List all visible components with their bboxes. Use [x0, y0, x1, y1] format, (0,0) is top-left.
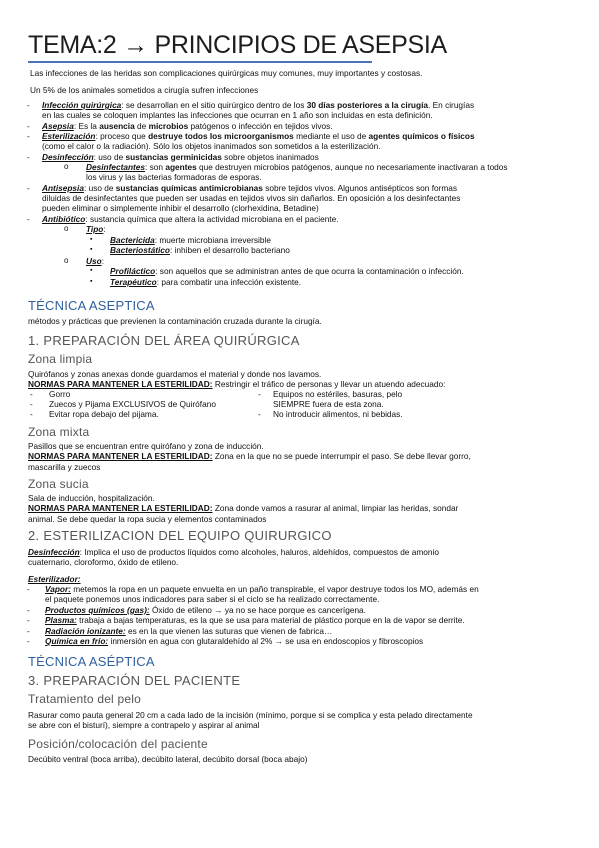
circle-bullet: o	[64, 224, 69, 233]
text: de	[134, 121, 149, 131]
zona-limpia-normas	[28, 379, 445, 389]
text: : se desarrollan en el sitio quirúrgico dentro de los	[121, 100, 307, 110]
term: Radiación ionizante:	[45, 626, 126, 636]
page-title: TEMA:2 → PRINCIPIOS DE ASEPSIA	[28, 31, 447, 59]
text: : uso de	[93, 152, 126, 162]
text: inmersión en agua con glutaraldehído al 2% → se usa en endoscopios y fibroscopios	[108, 636, 424, 646]
term: Bacteriostático	[110, 245, 170, 255]
sec2-desinfeccion-cont: cuaternario, cloroformo, óxido de etileno.	[28, 557, 179, 567]
text: que destruyen microbios patógenos, aunque no necesariamente inactivaran a todos	[196, 162, 508, 172]
dash-bullet: -	[30, 389, 33, 399]
text-bold: destruye todos los microorganismos	[148, 131, 294, 141]
term: Desinfección	[28, 547, 80, 557]
def-antibiotico	[42, 214, 339, 224]
zona-mixta-normas	[28, 451, 471, 461]
item-plasma	[45, 615, 465, 625]
text: . En cirugías	[428, 100, 475, 110]
limpia-left-item: Evitar ropa debajo del pijama.	[49, 409, 159, 419]
heading-tratamiento-pelo: Tratamiento del pelo	[28, 692, 141, 706]
def-tipo	[86, 224, 106, 234]
text: sobre tejidos vivos. Algunos antisépticos son formas	[262, 183, 458, 193]
limpia-left-item: Zuecos y Pijama EXCLUSIVOS de Quirófano	[49, 399, 216, 409]
tecnica-aseptica-text: métodos y prácticas que previenen la contaminación cruzada durante la cirugía.	[28, 316, 322, 326]
text-bold: microbios	[148, 121, 189, 131]
term: Vapor:	[45, 584, 71, 594]
term: Asepsia	[42, 121, 74, 131]
def-infeccion-cont: en las cuales se coloquen implantes las infecciones que ocurran en 1 año son incluidas en esta definición.	[42, 110, 433, 120]
dash-bullet: -	[27, 626, 30, 636]
term: Productos químicos (gas):	[45, 605, 150, 615]
text: patógenos o infección en tejidos vivos.	[188, 121, 333, 131]
text: :	[101, 256, 104, 266]
text: es en la que vienen las suturas que vienen de fabrica…	[125, 626, 333, 636]
dash-bullet: -	[27, 121, 30, 131]
square-bullet: ▪	[90, 246, 93, 253]
term: Bactericida	[110, 235, 155, 245]
zona-sucia-text: Sala de inducción, hospitalización.	[28, 493, 155, 503]
heading-tecnica-aseptica: TÉCNICA ASEPTICA	[28, 298, 155, 313]
term: Plasma:	[45, 615, 77, 625]
dash-bullet: -	[30, 409, 33, 419]
term: Tipo	[86, 224, 104, 234]
def-uso	[86, 256, 104, 266]
term: Esterilización	[42, 131, 96, 141]
text-bold: agentes químicos o físicos	[368, 131, 475, 141]
dash-bullet: -	[27, 100, 30, 110]
zona-mixta-text: Pasillos que se encuentran entre quirófano y zona de inducción.	[28, 441, 264, 451]
heading-posicion-paciente: Posición/colocación del paciente	[28, 737, 208, 751]
limpia-right-item: No introducir alimentos, ni bebidas.	[273, 409, 403, 419]
heading-zona-limpia: Zona limpia	[28, 352, 93, 366]
text: : muerte microbiana irreversible	[154, 235, 271, 245]
title-underline	[28, 61, 372, 63]
normas-label: NORMAS PARA MANTENER LA ESTERILIDAD:	[28, 503, 213, 513]
text: : proceso que	[95, 131, 149, 141]
term: Uso	[86, 256, 102, 266]
def-terapeutico	[110, 277, 301, 287]
dash-bullet: -	[258, 409, 261, 419]
zona-mixta-normas-cont: mascarilla y zuecos	[28, 462, 101, 472]
item-quimicos	[45, 605, 366, 615]
def-esterilizacion	[42, 131, 475, 141]
term: Química en frío:	[45, 636, 109, 646]
text-bold: ausencia	[99, 121, 135, 131]
dash-bullet: -	[27, 636, 30, 646]
posicion-paciente-text: Decúbito ventral (boca arriba), decúbito lateral, decúbito dorsal (boca abajo)	[28, 754, 308, 764]
square-bullet: ▪	[90, 236, 93, 243]
term: Profiláctico	[110, 266, 156, 276]
limpia-right-item: Equipos no estériles, basuras, pelo	[273, 389, 403, 399]
def-infeccion	[42, 100, 474, 110]
limpia-right-item: SIEMPRE fuera de esta zona.	[273, 399, 384, 409]
text: : son aquellos que se administran antes de que ocurra la contaminación o infección.	[155, 266, 464, 276]
def-desinfectantes-cont: los virus y las bacterias formadoras de esporas.	[86, 172, 262, 182]
intro-line-2: Un 5% de los animales sometidos a cirugía sufren infecciones	[30, 85, 259, 95]
heading-preparacion-paciente: 3. PREPARACIÓN DEL PACIENTE	[28, 673, 241, 688]
text: Zona en la que no se puede interrumpir el paso. Se debe llevar gorro,	[212, 451, 471, 461]
text: : uso de	[83, 183, 116, 193]
text-bold: sustancias germinicidas	[125, 152, 222, 162]
def-antisepsia	[42, 183, 457, 193]
zona-sucia-normas	[28, 503, 458, 513]
sec2-desinfeccion	[28, 547, 439, 557]
dash-bullet: -	[27, 131, 30, 141]
text: :	[103, 224, 106, 234]
item-quimica-frio	[45, 636, 423, 646]
term: Terapéutico	[110, 277, 157, 287]
tratamiento-pelo-text: Rasurar como pauta general 20 cm a cada lado de la incisión (mínimo, porque si se complica y esta pelado directamente	[28, 710, 473, 720]
def-asepsia	[42, 121, 333, 131]
def-desinfeccion	[42, 152, 319, 162]
text: : inhiben el desarrollo bacteriano	[169, 245, 290, 255]
text: Zona donde vamos a rasurar al animal, limpiar las heridas, sondar	[212, 503, 459, 513]
dash-bullet: -	[27, 584, 30, 594]
term: Antibiótico	[42, 214, 86, 224]
text: metemos la ropa en un paquete envuelta en un paño transpirable, el vapor destruye todos los MO, además en	[70, 584, 479, 594]
item-vapor	[45, 584, 479, 594]
text: : Implica el uso de productos líquidos como alcoholes, haluros, aldehídos, compuestos de amonio	[79, 547, 439, 557]
heading-zona-mixta: Zona mixta	[28, 425, 90, 439]
term: Esterilizador:	[28, 574, 81, 584]
def-profilactico	[110, 266, 464, 276]
zona-sucia-normas-cont: animal. Se debe quedar la ropa sucia y elementos contaminados	[28, 514, 267, 524]
text-bold: 30 días posteriores a la cirugía	[306, 100, 428, 110]
zona-limpia-text: Quirófanos y zonas anexas donde guardamos el material y donde nos lavamos.	[28, 369, 322, 379]
dash-bullet: -	[27, 615, 30, 625]
circle-bullet: o	[64, 162, 69, 171]
esterilizador-label	[28, 574, 81, 584]
term: Infección quirúrgica	[42, 100, 122, 110]
dash-bullet: -	[27, 214, 30, 224]
item-radiacion	[45, 626, 332, 636]
def-desinfectantes	[86, 162, 508, 172]
heading-tecnica-aseptica-2: TÉCNICA ASÉPTICA	[28, 654, 155, 669]
square-bullet: ▪	[90, 278, 93, 285]
term: Desinfección	[42, 152, 94, 162]
def-esterilizacion-cont: (como el calor o la radiación). Sólo los objetos inanimados son sometidos a la esterilización.	[42, 141, 381, 151]
def-antisepsia-cont-2: pueden eliminar o simplemente inhibir el desarrollo (clorhexidina, Betadine)	[42, 203, 319, 213]
text: : para combatir una infección existente.	[156, 277, 302, 287]
def-bacteriostatico	[110, 245, 290, 255]
item-vapor-cont: el paquete ponemos unos indicadores para saber si el ciclo se ha realizado correctamente.	[45, 594, 380, 604]
heading-zona-sucia: Zona sucia	[28, 477, 89, 491]
text: : Es la	[73, 121, 100, 131]
normas-label: NORMAS PARA MANTENER LA ESTERILIDAD:	[28, 379, 213, 389]
text: Restringir el tráfico de personas y llevar un atuendo adecuado:	[212, 379, 446, 389]
def-antisepsia-cont-1: diluidas de desinfectantes que pueden ser usadas en tejidos vivos sin dañarlos. En oposición a los desinfectantes	[42, 193, 461, 203]
text: sobre objetos inanimados	[221, 152, 319, 162]
term: Desinfectantes	[86, 162, 146, 172]
term: Antisepsia	[42, 183, 84, 193]
dash-bullet: -	[27, 152, 30, 162]
text: : sustancia química que altera la actividad microbiana en el paciente.	[85, 214, 339, 224]
dash-bullet: -	[258, 389, 261, 399]
intro-line-1: Las infecciones de las heridas son complicaciones quirúrgicas muy comunes, muy importantes y costosas.	[30, 68, 423, 78]
text: Óxido de etileno → ya no se hace porque es cancerígena.	[149, 605, 366, 615]
text-bold: agentes	[165, 162, 197, 172]
def-bactericida	[110, 235, 271, 245]
dash-bullet: -	[27, 605, 30, 615]
normas-label: NORMAS PARA MANTENER LA ESTERILIDAD:	[28, 451, 213, 461]
dash-bullet: -	[27, 183, 30, 193]
text: trabaja a bajas temperaturas, es la que se usa para material de plástico porque en la de vapor se derrite.	[76, 615, 465, 625]
circle-bullet: o	[64, 256, 69, 265]
text: : son	[145, 162, 166, 172]
heading-preparacion-area: 1. PREPARACIÓN DEL ÁREA QUIRÚRGICA	[28, 333, 300, 348]
square-bullet: ▪	[90, 267, 93, 274]
dash-bullet: -	[30, 399, 33, 409]
tratamiento-pelo-text-cont: se abre con el bisturí), siempre a contrapelo y aspirar al animal	[28, 720, 260, 730]
limpia-left-item: Gorro	[49, 389, 71, 399]
text-bold: sustancias químicas antimicrobianas	[115, 183, 263, 193]
heading-esterilizacion-equipo: 2. ESTERILIZACION DEL EQUIPO QUIRURGICO	[28, 528, 332, 543]
text: mediante el uso de	[293, 131, 369, 141]
